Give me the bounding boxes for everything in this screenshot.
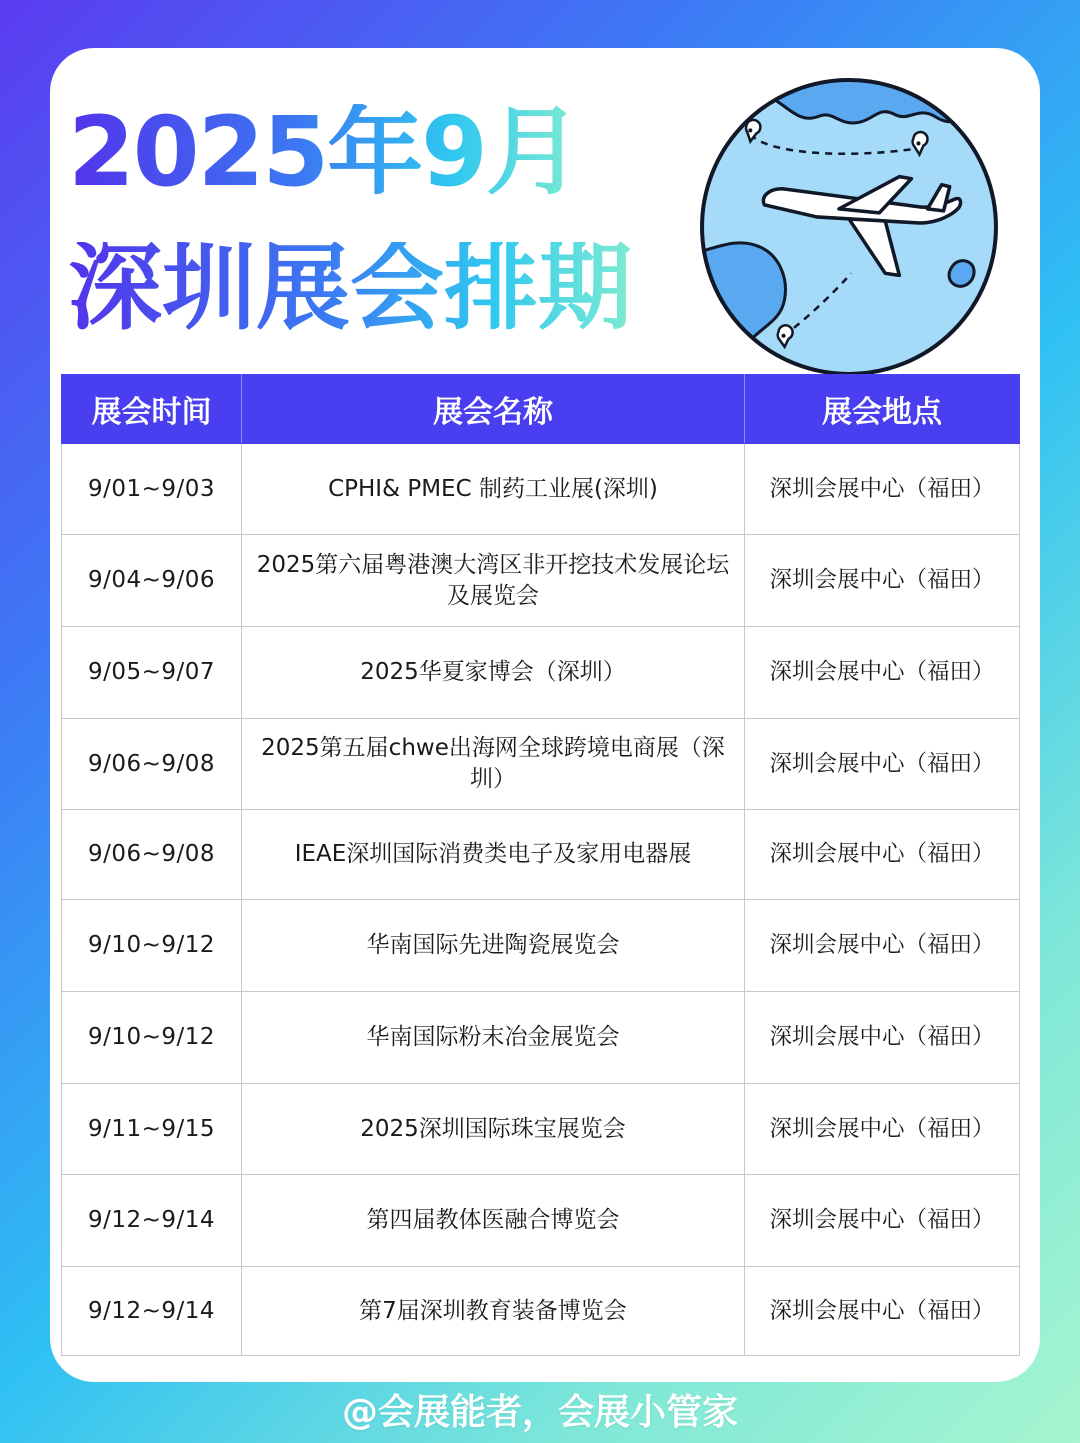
cell-exhibition-name: 2025深圳国际珠宝展览会 [242,1084,745,1175]
cell-exhibition-name: 华南国际粉末冶金展览会 [242,992,745,1084]
cell-exhibition-name: 华南国际先进陶瓷展览会 [242,900,745,992]
table-row [62,810,1020,900]
table-header-row [62,375,1020,444]
header-cell-name: 展会名称 [242,375,745,444]
cell-date: 9/12~9/14 [62,1267,242,1356]
table-header [62,375,1020,444]
cell-exhibition-name: 2025第五届chwe出海网全球跨境电商展（深圳） [242,719,745,810]
cell-exhibition-name: 第7届深圳教育装备博览会 [242,1267,745,1356]
cell-venue: 深圳会展中心（福田） [745,1175,1020,1267]
cell-venue: 深圳会展中心（福田） [745,444,1020,535]
cell-venue: 深圳会展中心（福田） [745,1267,1020,1356]
cell-venue: 深圳会展中心（福田） [745,900,1020,992]
header-cell-time: 展会时间 [62,375,242,444]
cell-exhibition-name: CPHI& PMEC 制药工业展(深圳) [242,444,745,535]
cell-venue: 深圳会展中心（福田） [745,992,1020,1084]
table-row [62,535,1020,627]
table-row [62,444,1020,535]
exhibition-schedule-table [61,374,1020,1356]
footer-signature: @会展能者，会展小管家 [341,1392,738,1433]
cell-exhibition-name: 2025第六届粤港澳大湾区非开挖技术发展论坛及展览会 [242,535,745,627]
table-row [62,992,1020,1084]
table-row [62,627,1020,719]
cell-date: 9/10~9/12 [62,992,242,1084]
table-row [62,1267,1020,1356]
globe-icon [698,76,1000,378]
cell-date: 9/06~9/08 [62,719,242,810]
table-row [62,719,1020,810]
table-row [62,1084,1020,1175]
header-cell-venue: 展会地点 [745,375,1020,444]
cell-venue: 深圳会展中心（福田） [745,719,1020,810]
cell-date: 9/12~9/14 [62,1175,242,1267]
table-row [62,1175,1020,1267]
cell-date: 9/10~9/12 [62,900,242,992]
page-title-year-month: 2025年9月 [68,96,580,208]
cell-venue: 深圳会展中心（福田） [745,627,1020,719]
cell-date: 9/05~9/07 [62,627,242,719]
cell-date: 9/04~9/06 [62,535,242,627]
globe-airplane-illustration [698,76,1000,378]
schedule-card [50,48,1040,1382]
cell-exhibition-name: IEAE深圳国际消费类电子及家用电器展 [242,810,745,900]
table-row [62,900,1020,992]
cell-date: 9/06~9/08 [62,810,242,900]
cell-date: 9/11~9/15 [62,1084,242,1175]
cell-venue: 深圳会展中心（福田） [745,535,1020,627]
cell-exhibition-name: 2025华夏家博会（深圳） [242,627,745,719]
table-body [62,444,1020,1356]
cell-venue: 深圳会展中心（福田） [745,810,1020,900]
cell-date: 9/01~9/03 [62,444,242,535]
page-title-subject: 深圳展会排期 [68,234,633,343]
cell-exhibition-name: 第四届教体医融合博览会 [242,1175,745,1267]
cell-venue: 深圳会展中心（福田） [745,1084,1020,1175]
